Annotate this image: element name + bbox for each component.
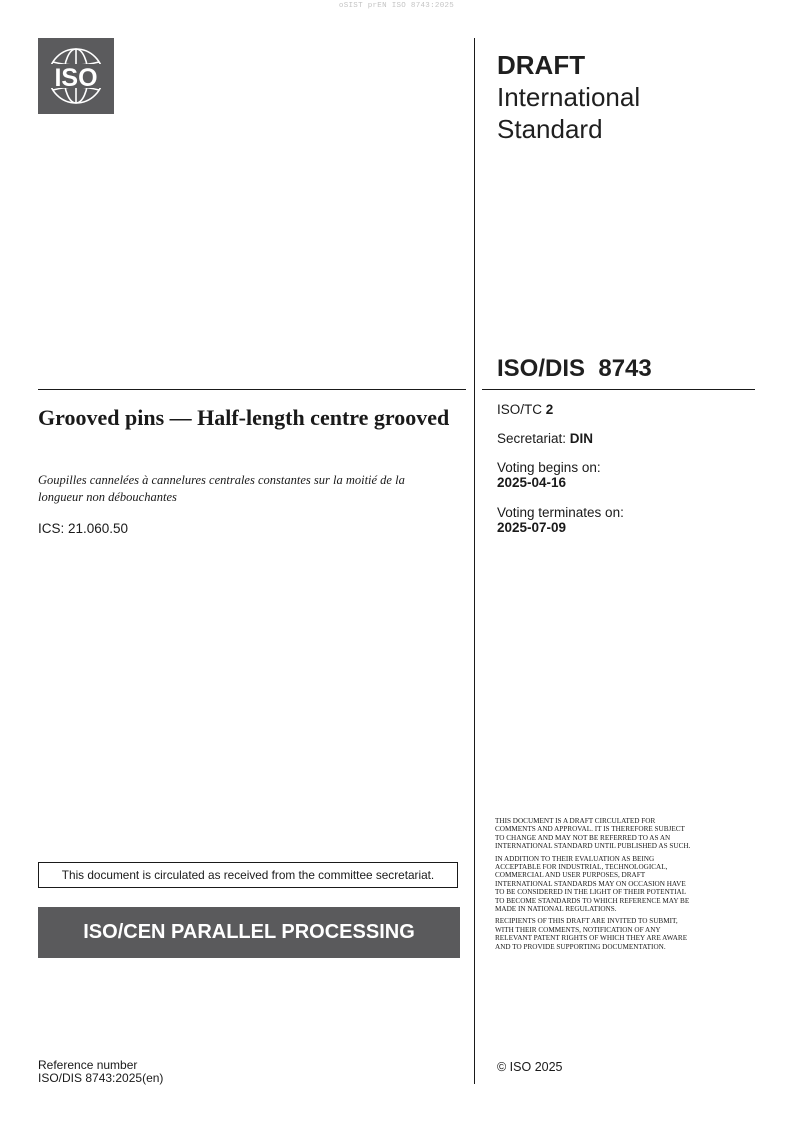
draft-disclaimer (495, 817, 695, 955)
document-title: Grooved pins — Half-length centre grooved (38, 405, 450, 430)
reference-number (38, 1059, 163, 1085)
technical-committee (497, 402, 553, 417)
column-divider (474, 38, 475, 1084)
disclaimer-paragraph: RECIPIENTS OF THIS DRAFT ARE INVITED TO SUBMIT, WITH THEIR COMMENTS, NOTIFICATION OF ANY RELEVANT PATENT RIGHTS OF WHICH THEY ARE AWARE AND TO PROVIDE SUPPORTING DOCUMENTATION. (495, 917, 688, 951)
reference-value: ISO/DIS 8743:2025(en) (38, 1071, 164, 1085)
voting-terminates-date: 2025-07-09 (497, 520, 567, 535)
iso-logo (38, 38, 114, 114)
disclaimer-paragraph: THIS DOCUMENT IS A DRAFT CIRCULATED FOR COMMENTS AND APPROVAL. IT IS THEREFORE SUBJECT TO CHANGE AND MAY NOT BE REFERRED TO AS AN INTERNATIONAL STANDARD UNTIL PUBLISHED AS SUCH. (495, 817, 691, 851)
disclaimer-paragraph: IN ADDITION TO THEIR EVALUATION AS BEING ACCEPTABLE FOR INDUSTRIAL, TECHNOLOGICAL, COMMERCIAL AND USER PURPOSES, DRAFT INTERNATIONAL STANDARDS MAY ON OCCASION HAVE TO BE CONSIDERED IN THE LIGHT OF THEIR POTENTIAL TO BECOME STANDARDS TO WHICH REFERENCE MAY BE MADE IN NATIONAL REGULATIONS. (495, 854, 690, 914)
secretariat-value: DIN (569, 431, 594, 446)
left-rule (38, 389, 466, 390)
reference-label: Reference number (38, 1058, 138, 1072)
circulation-notice: This document is circulated as received from the committee secretariat. (38, 862, 458, 888)
standard-label: Standard (497, 114, 603, 144)
voting-terminates (497, 505, 624, 535)
watermark: oSIST prEN ISO 8743:2025 (338, 2, 455, 10)
document-type-heading (497, 49, 640, 145)
iso-globe-logo-icon (38, 38, 114, 114)
draft-label: DRAFT (497, 50, 586, 80)
voting-begins-date: 2025-04-16 (497, 475, 567, 490)
voting-begins (497, 460, 601, 490)
ics-code: ICS: 21.060.50 (38, 521, 129, 536)
logo-text: ISO (54, 64, 98, 92)
parallel-processing-banner: ISO/CEN PARALLEL PROCESSING (38, 907, 460, 958)
document-number: ISO/DIS 8743 (497, 355, 652, 382)
voting-begins-label: Voting begins on: (497, 460, 601, 475)
document-subtitle-french: Goupilles cannelées à cannelures centrales constantes sur la moitié de la longueur non débouchantes (38, 473, 405, 504)
voting-terminates-label: Voting terminates on: (497, 505, 624, 520)
international-label: International (497, 82, 641, 112)
right-rule (482, 389, 755, 390)
tc-label: ISO/TC (497, 402, 546, 417)
tc-value: 2 (545, 402, 554, 417)
secretariat (497, 431, 593, 446)
secretariat-label: Secretariat: (497, 431, 570, 446)
copyright: © ISO 2025 (497, 1060, 563, 1074)
